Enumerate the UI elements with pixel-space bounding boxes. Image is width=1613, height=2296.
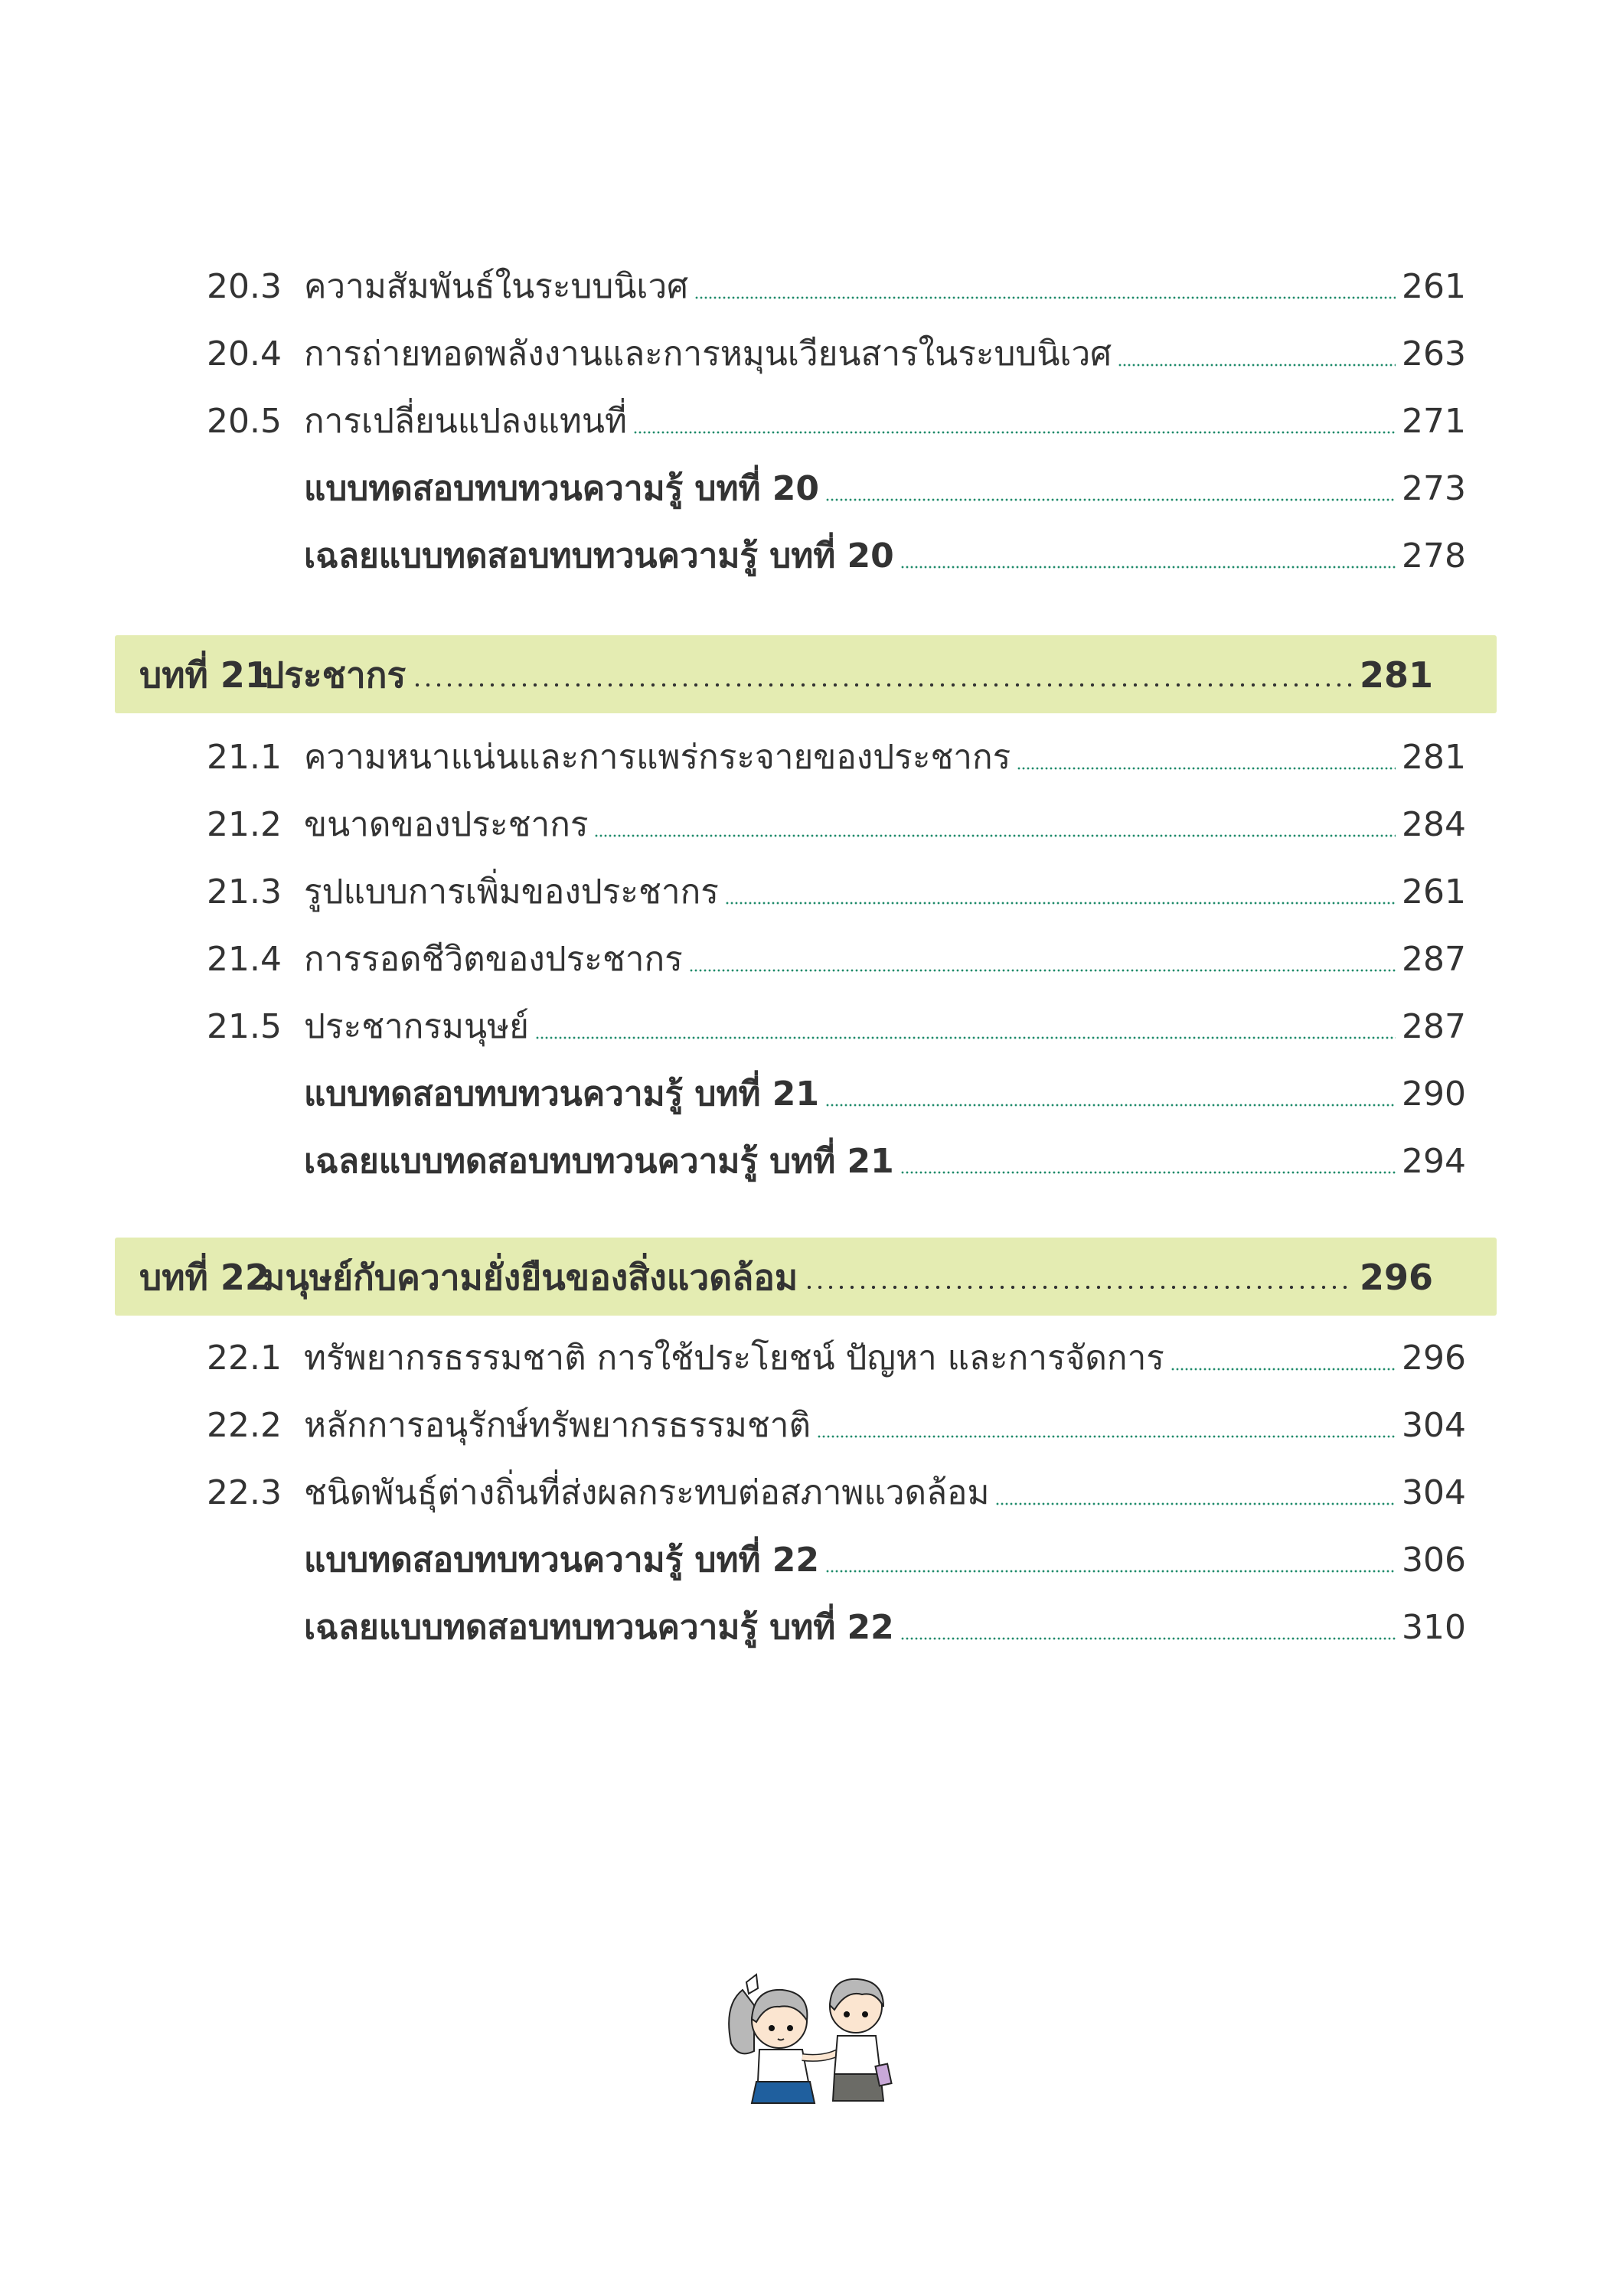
entry-title: ประชากรมนุษย์	[304, 1007, 529, 1046]
entry-number: 20.5	[207, 402, 282, 441]
entry-title: ชนิดพันธุ์ต่างถิ่นที่ส่งผลกระทบต่อสภาพแวดล้อม	[304, 1473, 990, 1512]
entry-number: 22.2	[207, 1406, 282, 1445]
dot-leader	[694, 296, 1396, 299]
toc-entry[interactable]	[207, 1004, 1466, 1050]
dot-leader	[995, 1502, 1396, 1505]
toc-entry-answers[interactable]	[207, 1605, 1466, 1651]
entry-page: 294	[1402, 1142, 1466, 1181]
dot-leader	[825, 1104, 1396, 1107]
dot-leader	[1171, 1368, 1396, 1371]
entry-title: แบบทดสอบทบทวนความรู้ บทที่ 20	[304, 469, 820, 508]
toc-entry[interactable]	[207, 1403, 1466, 1449]
entry-title: ขนาดของประชากร	[304, 805, 589, 844]
dot-leader	[633, 431, 1396, 434]
toc-entry[interactable]	[207, 869, 1466, 915]
toc-entry[interactable]	[207, 1336, 1466, 1381]
entry-title: เฉลยแบบทดสอบทบทวนความรู้ บทที่ 22	[304, 1608, 894, 1647]
toc-entry[interactable]	[207, 399, 1466, 445]
toc-entry[interactable]	[207, 802, 1466, 848]
dot-leader	[804, 1285, 1353, 1290]
entry-page: 278	[1402, 536, 1466, 576]
toc-entry-answers[interactable]	[207, 533, 1466, 579]
entry-page: 304	[1402, 1406, 1466, 1445]
toc-entry[interactable]	[207, 937, 1466, 983]
entry-page: 261	[1402, 872, 1466, 912]
toc-entry[interactable]	[207, 735, 1466, 781]
toc-entry-answers[interactable]	[207, 1139, 1466, 1185]
entry-page: 287	[1402, 940, 1466, 979]
chapter-page: 296	[1359, 1257, 1433, 1298]
entry-number: 21.4	[207, 940, 282, 979]
dot-leader	[725, 902, 1396, 905]
entry-number: 20.3	[207, 267, 282, 306]
entry-number: 21.5	[207, 1007, 282, 1046]
entry-title: การรอดชีวิตของประชากร	[304, 940, 683, 979]
entry-title: แบบทดสอบทบทวนความรู้ บทที่ 21	[304, 1075, 820, 1114]
two-students-cartoon-icon	[712, 1959, 896, 2105]
chapter-title: ประชากร	[262, 654, 407, 696]
toc-entry-quiz[interactable]	[207, 1071, 1466, 1117]
entry-page: 306	[1402, 1541, 1466, 1580]
entry-title: หลักการอนุรักษ์ทรัพยากรธรรมชาติ	[304, 1406, 811, 1445]
entry-title: ความสัมพันธ์ในระบบนิเวศ	[304, 267, 689, 306]
entry-number: 21.3	[207, 872, 282, 912]
entry-page: 271	[1402, 402, 1466, 441]
entry-page: 263	[1402, 334, 1466, 373]
dot-leader	[535, 1036, 1396, 1039]
entry-page: 310	[1402, 1608, 1466, 1647]
dot-leader	[900, 566, 1396, 569]
toc-entry[interactable]	[207, 264, 1466, 310]
entry-page: 284	[1402, 805, 1466, 844]
dot-leader	[1118, 364, 1396, 367]
entry-title: ทรัพยากรธรรมชาติ การใช้ประโยชน์ ปัญหา และการจัดการ	[304, 1339, 1164, 1378]
entry-title: แบบทดสอบทบทวนความรู้ บทที่ 22	[304, 1541, 820, 1580]
dot-leader	[1017, 767, 1396, 770]
toc-entry[interactable]	[207, 1470, 1466, 1516]
entry-number: 21.1	[207, 738, 282, 777]
entry-title: เฉลยแบบทดสอบทบทวนความรู้ บทที่ 21	[304, 1142, 894, 1181]
entry-page: 281	[1402, 738, 1466, 777]
dot-leader	[825, 1570, 1396, 1573]
toc-entry-quiz[interactable]	[207, 1538, 1466, 1583]
entry-page: 290	[1402, 1075, 1466, 1114]
entry-title: รูปแบบการเพิ่มของประชากร	[304, 872, 719, 912]
entry-title: การเปลี่ยนแปลงแทนที่	[304, 402, 627, 441]
entry-page: 296	[1402, 1339, 1466, 1378]
chapter-number: บทที่ 21	[139, 654, 269, 696]
dot-leader	[825, 498, 1396, 501]
dot-leader	[594, 834, 1396, 837]
entry-title: เฉลยแบบทดสอบทบทวนความรู้ บทที่ 20	[304, 536, 894, 576]
entry-page: 287	[1402, 1007, 1466, 1046]
entry-title: การถ่ายทอดพลังงานและการหมุนเวียนสารในระบบนิเวศ	[304, 334, 1112, 373]
dot-leader	[817, 1435, 1396, 1438]
chapter-heading[interactable]	[139, 1254, 1433, 1300]
toc-entry-quiz[interactable]	[207, 466, 1466, 512]
entry-page: 304	[1402, 1473, 1466, 1512]
dot-leader	[900, 1171, 1396, 1174]
chapter-heading-band	[115, 635, 1497, 713]
dot-leader	[900, 1637, 1396, 1640]
entry-number: 22.1	[207, 1339, 282, 1378]
entry-page: 261	[1402, 267, 1466, 306]
chapter-heading[interactable]	[139, 652, 1433, 698]
toc-entry[interactable]	[207, 331, 1466, 377]
entry-title: ความหนาแน่นและการแพร่กระจายของประชากร	[304, 738, 1011, 777]
chapter-number: บทที่ 22	[139, 1257, 269, 1298]
chapter-page: 281	[1359, 654, 1433, 696]
entry-number: 20.4	[207, 334, 282, 373]
entry-number: 22.3	[207, 1473, 282, 1512]
entry-page: 273	[1402, 469, 1466, 508]
dot-leader	[412, 683, 1353, 687]
chapter-title: มนุษย์กับความยั่งยืนของสิ่งแวดล้อม	[262, 1257, 798, 1298]
chapter-heading-band	[115, 1238, 1497, 1316]
dot-leader	[689, 969, 1396, 972]
entry-number: 21.2	[207, 805, 282, 844]
